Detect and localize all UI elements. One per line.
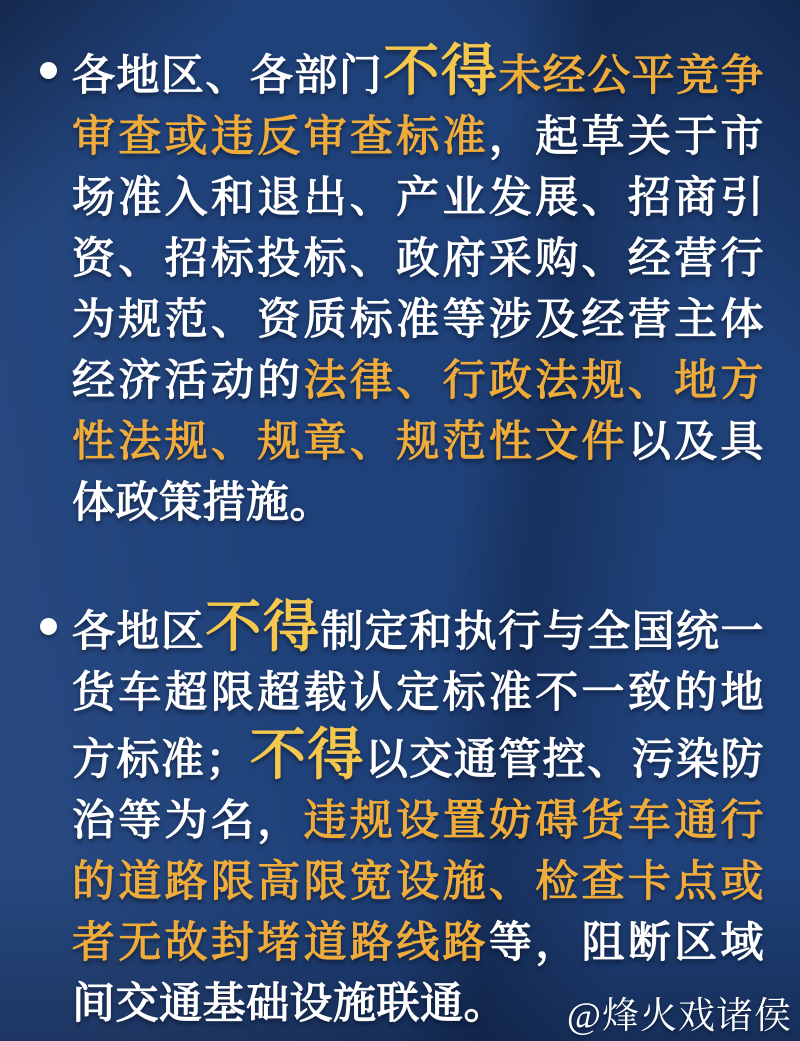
bullet-text — [72, 40, 764, 534]
bullet-dot-icon — [40, 62, 57, 79]
text-segment-white: 以及具体政策措施。 — [72, 418, 765, 527]
text-segment-gold: 未经公平竞争审查或违反审查标准 — [72, 52, 765, 161]
text-segment-white: 以交通管控、污染防治等为名， — [72, 736, 765, 845]
text-segment-white: 等，阻断区域间交通基础设施联通。 — [72, 919, 765, 1028]
bullet-dot-icon — [40, 618, 57, 635]
text-segment-white: 各地区 — [72, 608, 206, 656]
text-segment-gold: 法律、行政法规、地方性法规、规章、规范性文件 — [72, 357, 765, 466]
bullet-item — [40, 596, 764, 1035]
text-segment-white: 各地区、各部门 — [72, 52, 384, 100]
text-segment-gold-big: 不得 — [383, 39, 499, 102]
text-segment-gold-big: 不得 — [205, 595, 321, 658]
text-segment-white: 制定和执行与全国统一货车超限超载认定标准不一致的地方标准； — [72, 608, 765, 784]
text-segment-white: ，起草关于市场准入和退出、产业发展、招商引资、招标投标、政府采购、经营行为规范、资质标准等涉及经营主体经济活动的 — [72, 113, 765, 405]
text-segment-gold: 违规设置妨碍货车通行的道路限高限宽设施、检查卡点或者无故封堵道路线路 — [72, 797, 765, 967]
text-segment-gold-big: 不得 — [248, 723, 365, 786]
bullet-item — [40, 40, 764, 534]
watermark-credit: @烽火戏诸侯 — [566, 996, 792, 1037]
bullet-text — [72, 596, 764, 1035]
